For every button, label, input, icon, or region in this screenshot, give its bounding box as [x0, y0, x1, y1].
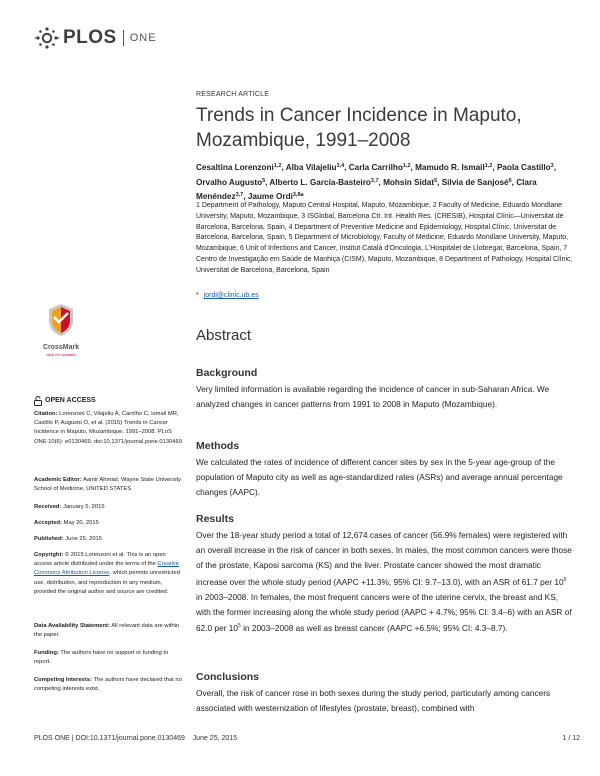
funding-text: The authors have no support or funding to report. — [34, 650, 169, 666]
results-text-a: Over the 18-year study period a total of 12,674 cases of cancer (56.9% females) were registered with an overall increase in the risk of cancer in both sexes. In males, the most common cancers were those of the prostate, Kaposi sarcoma (KS) and the liver. Prostate cancer showed the most dramatic increase over the whole study period (AAPC +11.3%; 95% CI: 9.7–13.0), with an ASR of 61.7 per 10 — [196, 530, 572, 587]
author-separator: * — [300, 192, 304, 202]
title-line-1: Trends in Cancer Incidence in Maputo, — [196, 105, 522, 126]
competing-interests-label: Competing Interests: — [34, 677, 92, 683]
background-text: Very limited information is available regarding the incidence of cancer in sub-Saharan Africa. We analyzed changes in cancer patterns from 1991 to 2008 in Maputo (Mozambique). — [196, 384, 550, 409]
background-heading: Background — [196, 367, 258, 379]
copyright-text-a: © 2015 Lorenzoni et al. This is an open access article distributed under the terms of the — [34, 552, 166, 568]
editor-label: Academic Editor: — [34, 477, 82, 483]
conclusions-heading: Conclusions — [196, 671, 260, 683]
author-name: Clara Menéndez — [196, 177, 537, 202]
data-availability-label: Data Availability Statement: — [34, 623, 110, 629]
author-separator: , — [344, 163, 349, 172]
author-name: Silvia de Sanjosé — [441, 177, 509, 187]
author-separator: , — [437, 177, 442, 187]
received-label: Received: — [34, 504, 62, 510]
author-name: Carla Carrilho — [348, 163, 403, 172]
editor-block — [34, 476, 184, 494]
open-access-badge — [34, 396, 184, 406]
author-separator: , — [553, 163, 556, 172]
page-number: 1 / 12 — [562, 735, 580, 742]
correspondence-star: * — [196, 292, 199, 299]
article-type: RESEARCH ARTICLE — [196, 91, 270, 98]
author-name: Cesaltina Lorenzoni — [196, 163, 274, 172]
citation-label: Citation: — [34, 411, 58, 417]
article-title — [196, 103, 574, 153]
methods-text: We calculated the rates of incidence of different cancer sites by sex in the 5-year age-group of the population of Maputo city as well as age-standardized rates (ASRs) and average annual percentage changes (AAPC). — [196, 457, 563, 497]
results-sup-a: 5 — [563, 576, 567, 583]
footer-journal: PLOS ONE — [34, 735, 70, 742]
editor-text: Aamir Ahmad, Wayne State University School of Medicine, UNITED STATES — [34, 477, 182, 493]
plos-one-logo[interactable] — [34, 26, 157, 50]
journal-name: ONE — [129, 32, 157, 44]
author-affiliation-sup: 1,2 — [402, 163, 411, 169]
results-sup-b: 5 — [237, 623, 241, 630]
footer-divider: | — [69, 735, 76, 742]
footer-date: June 25, 2015 — [192, 735, 238, 742]
data-availability-block — [34, 622, 184, 640]
author-name: Orvalho Augusto — [196, 177, 263, 187]
results-heading: Results — [196, 513, 234, 525]
author-name: Alba Vilajeliu — [285, 163, 337, 172]
funding-label: Funding: — [34, 650, 59, 656]
published-label: Published: — [34, 536, 64, 542]
plos-dots-icon — [34, 26, 60, 50]
author-affiliation-sup: 6 — [508, 177, 512, 184]
received-date: January 5, 2015 — [61, 504, 105, 510]
author-name: Mohsin Sidat — [383, 177, 435, 187]
funding-block — [34, 649, 184, 667]
competing-interests-text: The authors have declared that no competing interests exist. — [34, 677, 182, 693]
author-name: Alberto L. García-Basteiro — [269, 177, 371, 187]
received-block — [34, 503, 184, 512]
author-separator: , — [243, 192, 248, 202]
competing-interests-block — [34, 676, 184, 694]
author-affiliation-sup: 3,8 — [292, 192, 301, 199]
author-affiliation-sup: 1,2 — [484, 163, 493, 169]
author-separator: , — [511, 177, 517, 187]
page-footer — [34, 735, 580, 742]
author-affiliation-sup: 3,7 — [370, 177, 379, 184]
author-name: Paola Castillo — [496, 163, 551, 172]
correspondence-email-link[interactable]: jordi@clinic.ub.es — [203, 292, 259, 299]
author-separator: , — [281, 163, 286, 172]
conclusions-text: Overall, the risk of cancer rose in both sexes during the study period, particularly among cancers associated with westernization of lifestyles (prostate, breast), combined with — [196, 688, 551, 713]
citation-text: Lorenzoni C, Vilajeliu A, Carrilho C, Ismail MR, Castillo P, Augusto O, et al. (2015) Trends in Cancer Incidence in Maputo, Mozambique, 1991–2008. PLoS ONE 10(6): e0130469. doi:10.1371/journal.pone.0130469 — [34, 411, 182, 445]
results-text-b: in 2003–2008. In females, the most frequent cancers were of the uterine cervix, the breast and KS, with the former increasing along the whole study period (AAPC + 4.7%; 95% CI: 3.4–6) with an ASR of 62.0 per 10 — [196, 591, 572, 634]
crossmark-label: CrossMark — [42, 344, 80, 351]
results-text — [196, 528, 574, 636]
author-affiliation-sup: 5 — [262, 177, 266, 184]
open-access-label: OPEN ACCESS — [45, 397, 96, 405]
abstract-heading: Abstract — [196, 327, 252, 344]
accepted-block — [34, 519, 184, 528]
plos-brand: PLOS — [63, 27, 117, 48]
copyright-label: Copyright: — [34, 552, 64, 558]
methods-heading: Methods — [196, 440, 240, 452]
author-name: Mamudo R. Ismail — [415, 163, 485, 172]
crossmark-badge[interactable] — [36, 303, 86, 357]
author-list — [196, 160, 574, 204]
accepted-date: May 20, 2015 — [62, 520, 99, 526]
footer-doi: DOI:10.1371/journal.pone.0130469 — [75, 735, 185, 742]
author-separator: , — [492, 163, 497, 172]
open-lock-icon — [34, 396, 42, 406]
author-separator: , — [378, 177, 384, 187]
copyright-block — [34, 551, 184, 597]
correspondence — [196, 292, 574, 299]
title-line-2: Mozambique, 1991–2008 — [196, 130, 411, 151]
author-affiliation-sup: 3,4 — [336, 163, 345, 169]
copyright-text-b: , which permits unrestricted use, distribution, and reproduction in any medium, provided the original author and source are credited. — [34, 570, 180, 595]
author-name: Jaume Ordi — [247, 192, 293, 202]
published-block — [34, 535, 184, 544]
affiliations: 1 Department of Pathology, Maputo Central Hospital, Maputo, Mozambique, 2 Faculty of Medicine, Eduardo Mondlane University, Maputo, Mozambique, 3 ISGlobal, Barcelona Ctr. Int. Health Res. (CRESIB), Hospital Clínic—Universitat de Barcelona, Barcelona, Spain, 4 Department of Preventive Medicine and Epidemiology, Hospital Clínic, Universitat de Barcelona, Barcelona, Spain, 5 Department of Microbiology, Faculty of Medicine, Eduardo Mondlane University, Maputo, Mozambique, 6 Unit of Infections and Cancer, Institut Català d'Oncologia, L'Hospitalet de Llobregat, Barcelona, Spain, 7 Centro de Investigação em Saúde de Manhiça (CISM), Maputo, Mozambique, 8 Department of Pathology, Hospital Clínic, Universitat de Barcelona, Barcelona, Spain — [196, 202, 573, 274]
author-affiliation-sup: 3,7 — [235, 192, 244, 199]
author-separator: , — [265, 177, 270, 187]
footer-citation — [34, 735, 237, 742]
author-separator: , — [410, 163, 416, 172]
author-affiliation-sup: 3 — [550, 163, 554, 169]
accepted-label: Accepted: — [34, 520, 63, 526]
published-date: June 25, 2015 — [63, 536, 102, 542]
crossmark-icon — [43, 303, 79, 337]
cc-license-link[interactable]: Creative Commons Attribution License — [34, 561, 179, 577]
crossmark-subtext: click for updates — [46, 352, 76, 357]
logo-divider — [123, 30, 124, 46]
citation-block — [34, 410, 184, 447]
results-text-c: in 2003–2008 as well as breast cancer (AAPC +6.5%; 95% CI: 4.3–8.7). — [240, 623, 508, 634]
author-affiliation-sup: 1,2 — [273, 163, 282, 169]
author-affiliation-sup: 5 — [434, 177, 438, 184]
data-availability-text: All relevant data are within the paper. — [34, 623, 180, 639]
